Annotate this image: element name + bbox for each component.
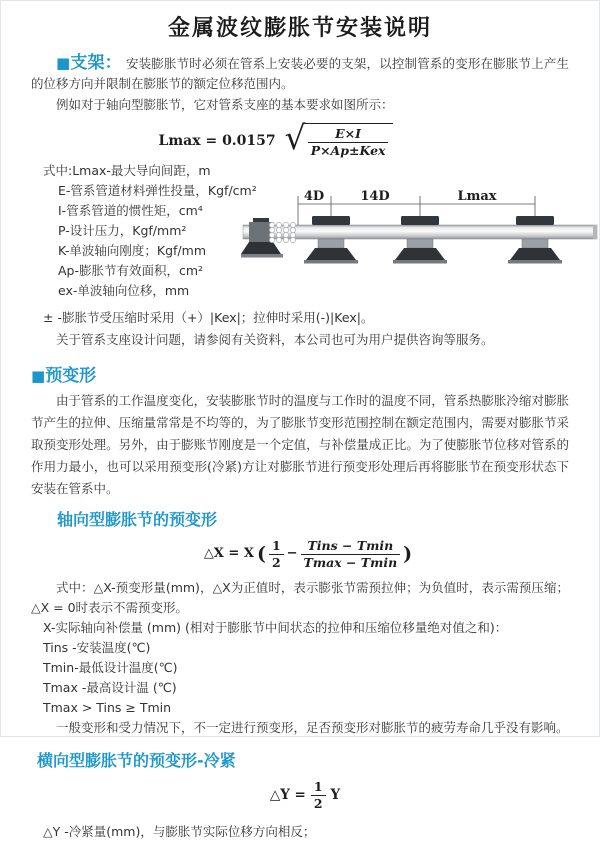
- variables-and-diagram: [31, 161, 569, 308]
- pre-deformation-heading-text: 预变形: [45, 365, 97, 386]
- dimension-label-14d: 14D: [360, 188, 390, 204]
- temp-numerator: Tins − Tmin: [307, 537, 394, 553]
- variable-definition: 式中:Lmax-最大导向间距，m: [43, 162, 211, 178]
- variable-definition: I-管系管道的惯性矩，cm⁴: [58, 202, 203, 218]
- pipe-support-diagram: [241, 187, 599, 287]
- lmax-formula-lhs: Lmax = 0.0157: [158, 132, 276, 149]
- temperature-definition: Tmax -最高设计温 (℃): [43, 679, 177, 695]
- temp-denominator: Tmax − Tmin: [301, 554, 401, 570]
- consulting-note: 关于管系支座设计问题，请参阅有关资料，本公司也可为用户提供咨询等服务。: [56, 331, 494, 347]
- variable-definition: P-设计压力，Kgf/mm²: [58, 222, 187, 238]
- plus-minus-note: ± -膨胀节受压缩时采用（+）|Kex|；拉伸时采用(-)|Kex|。: [43, 309, 374, 325]
- variable-definition: K-单波轴向刚度；Kgf/mm: [58, 242, 206, 258]
- half-denominator: 2: [269, 554, 284, 570]
- support-section-heading: 支架：: [70, 53, 122, 73]
- temperature-definition: Tmin-最低设计温度(℃): [43, 659, 178, 675]
- radical-sign: √: [284, 118, 306, 157]
- temperature-definition: Tins -安装温度(℃): [43, 639, 151, 655]
- guide-support: [508, 216, 562, 264]
- pipe: [243, 225, 597, 239]
- axial-formula-description: 式中：△X-预变形量(mm)，△X为正值时，表示膨张节需预拉伸；为负值时，表示需预压缩；△X = 0时表示不需预变形。: [31, 579, 569, 615]
- temperature-definition: Tmax > Tins ≥ Tmin: [43, 699, 172, 715]
- support-intro-paragraph: [31, 53, 569, 94]
- lmax-formula: [158, 118, 394, 159]
- lateral-description-line: △Y -冷紧量(mm)，与膨胀节实际位移方向相反；: [43, 824, 316, 840]
- radical-expression: [284, 118, 394, 159]
- guide-support: [393, 216, 447, 264]
- half-denominator: 2: [311, 795, 326, 811]
- support-intro-text: 安装膨胀节时必须在管系上安装必要的支架，以控制管系的变形在膨胀节上产生的位移方向并限制在膨胀节的额定位移范围内。: [31, 56, 569, 91]
- lateral-formula-lhs: △Y =: [269, 786, 306, 803]
- variable-definition: Ap-膨胀节有效面积，cm²: [58, 262, 204, 278]
- axial-formula-lhs: △X = X: [203, 546, 254, 562]
- dimension-label-4d: 4D: [303, 188, 325, 204]
- lateral-formula: [270, 780, 340, 812]
- half-numerator: 1: [271, 537, 281, 553]
- lateral-formula-rhs: Y: [330, 786, 341, 803]
- section-marker-icon: ■: [56, 54, 71, 72]
- dimension-label-lmax: Lmax: [457, 188, 497, 204]
- axial-subheading: 轴向型膨胀节的预变形: [57, 509, 218, 529]
- pre-deformation-paragraph: 由于管系的工作温度变化，安装膨胀节时的温度与工作时的温度不同，管系热膨胀冷缩对膨胀节产生的拉伸、压缩量常常是不均等的，为了膨胀节变形范围控制在额定范围内，需要对膨胀节采取预变形处理。另外，由于膨账节刚度是一个定值，与补偿量成正比。为了使膨胀节位移对管系的作用力最小，也可以采用预变形(冷紧)方让对膨胀节进行预变形处理后再将膨胀节在预变形状态下安装在管系中。: [31, 392, 569, 496]
- one-half-fraction: [269, 539, 284, 571]
- axial-formula: [204, 539, 412, 571]
- one-half-fraction: [311, 780, 326, 812]
- pre-deformation-heading: [31, 366, 569, 387]
- lmax-formula-fraction: [308, 127, 389, 159]
- axial-note-line: 一般变形和受力情况下，不一定进行预变形，足否预变形对膨胀节的疲劳寿命几乎没有影响。: [56, 719, 569, 735]
- lateral-subheading: 横向型膨胀节的预变形-冷紧: [37, 750, 236, 770]
- minus-sign: −: [286, 546, 298, 562]
- page-title: 金属波纹膨胀节安装说明: [167, 16, 432, 41]
- temperature-fraction: [301, 539, 401, 571]
- variable-definition: E-管系管道材料弹性投量，Kgf/cm²: [58, 182, 257, 198]
- x-definition-line: X-实际轴向补偿量 (mm) (相对于膨胀节中间状态的拉伸和压缩位移量绝对值之和)：: [43, 619, 508, 635]
- section-marker-icon: ■: [31, 366, 46, 385]
- guide-support: [304, 216, 358, 264]
- fraction-numerator: E×I: [335, 126, 361, 141]
- variable-definition: ex-单波轴向位移，mm: [58, 282, 190, 298]
- open-paren: (: [256, 543, 266, 566]
- half-numerator: 1: [313, 778, 323, 794]
- fraction-denominator: P×Ap±Kex: [308, 142, 389, 158]
- support-example-line: 例如对于轴向型膨胀节，它对管系支座的基本要求如图所示：: [56, 97, 394, 112]
- close-paren: ): [403, 543, 413, 566]
